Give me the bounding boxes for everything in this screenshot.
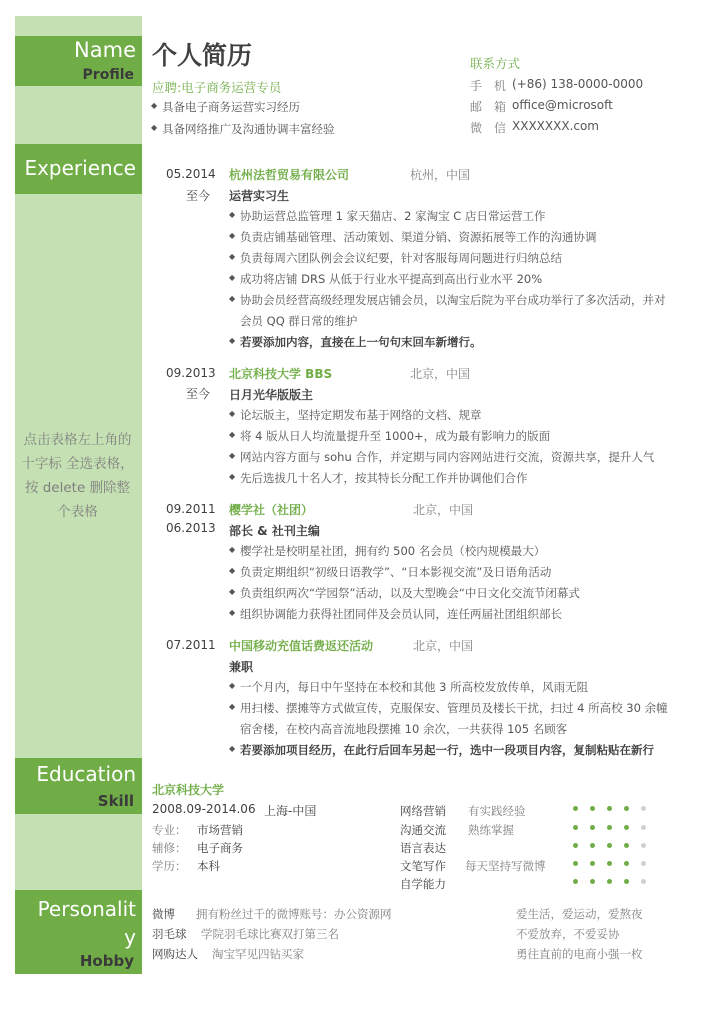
skill-level-dot — [641, 825, 646, 830]
hobby-2-trait: 不爱放弃，不爱妥协 — [516, 927, 620, 941]
exp4-bullet-1: ◆ 一个月内，每日中午坚持在本校和其他 3 所高校发放传单，风雨无阻 — [240, 679, 588, 695]
exp3-org: 樱学社（社团） — [229, 503, 314, 517]
exp2-bullet-1: ◆ 论坛版主，坚持定期发布基于网络的文档、规章 — [240, 407, 482, 423]
skill-level-dot — [607, 825, 612, 830]
exp2-org: 北京科技大学 BBS — [229, 367, 333, 381]
skill-level-dot — [641, 879, 646, 884]
skill-5-level — [573, 879, 646, 884]
exp2-bullet-4: ◆ 先后选拔几十名人才，按其特长分配工作并协调他们合作 — [240, 470, 528, 486]
exp3-bullet-4: ◆ 组织协调能力获得社团同伴及会员认同，连任两届社团组织部长 — [240, 606, 562, 622]
name-section-subtitle: Profile — [82, 67, 134, 83]
education-location: 上海-中国 — [264, 804, 317, 818]
experience-section-title: Experience — [24, 156, 136, 180]
contact-wechat-value[interactable]: XXXXXXX.com — [512, 119, 599, 133]
exp1-tip: ◆ 若要添加内容，直接在上一句句末回车新增行。 — [240, 334, 482, 350]
exp1-bullet-5: ◆ 协助会员经营高级经理发展店铺会员，以淘宝后院为平台成功举行了多次活动，并对 — [240, 292, 666, 308]
contact-email-value[interactable]: office@microsoft — [512, 98, 613, 112]
exp1-bullet-4: ◆ 成功将店铺 DRS 从低于行业水平提高到高出行业水平 20% — [240, 271, 542, 287]
name-section-title: Name — [74, 38, 136, 62]
objective: 应聘:电子商务运营专员 — [152, 80, 282, 95]
hobby-2-name: 羽毛球 — [152, 927, 187, 941]
skill-level-dot — [607, 806, 612, 811]
exp2-bullet-3: ◆ 网站内容方面与 sohu 合作，并定期与同内容网站进行交流，资源共享，提升人气 — [240, 449, 654, 465]
exp4-location: 北京，中国 — [413, 639, 474, 653]
skill-4-level — [573, 861, 646, 866]
exp2-bullet-2: ◆ 将 4 版从日人均流量提升至 1000+，成为最有影响力的版面 — [240, 428, 550, 444]
skill-level-dot — [624, 806, 629, 811]
contact-email-label: 邮 箱 — [470, 100, 507, 114]
skill-1-desc: 有实践经验 — [468, 804, 526, 818]
exp1-bullet-2: ◆ 负责店铺基础管理、活动策划、渠道分销、资源拓展等工作的沟通协调 — [240, 229, 597, 245]
hobby-1-trait: 爱生活，爱运动，爱熬夜 — [516, 907, 643, 921]
hobby-3-name: 网购达人 — [152, 947, 198, 961]
exp3-start: 09.2011 — [166, 502, 216, 516]
skill-2-name: 沟通交流 — [400, 823, 446, 837]
exp1-role: 运营实习生 — [229, 189, 290, 203]
skill-level-dot — [624, 879, 629, 884]
left-strip-education — [15, 814, 142, 890]
education-period: 2008.09-2014.06 — [152, 802, 256, 816]
skill-level-dot — [624, 861, 629, 866]
highlight-2: ◆ 具备网络推广及沟通协调丰富经验 — [162, 121, 335, 137]
left-strip-profile — [15, 86, 142, 144]
skill-5-name: 自学能力 — [400, 877, 446, 891]
exp4-start: 07.2011 — [166, 638, 216, 652]
skill-level-dot — [607, 879, 612, 884]
exp3-bullet-1: ◆ 樱学社是校明星社团，拥有约 500 名会员（校内规模最大） — [240, 543, 545, 559]
contact-phone-value[interactable]: (+86) 138-0000-0000 — [512, 77, 644, 91]
skill-level-dot — [641, 843, 646, 848]
education-header-block — [15, 758, 142, 814]
hobby-2-desc: 学院羽毛球比赛双打第三名 — [201, 927, 339, 941]
exp1-bullet-1: ◆ 协助运营总监管理 1 家天猫店、2 家淘宝 C 店日常运营工作 — [240, 208, 545, 224]
exp1-end: 至今 — [186, 189, 211, 203]
education-minor-label: 辅修： — [152, 841, 187, 855]
exp3-location: 北京，中国 — [413, 503, 474, 517]
highlight-1: ◆ 具备电子商务运营实习经历 — [162, 99, 300, 115]
skill-level-dot — [607, 843, 612, 848]
education-degree-label: 学历： — [152, 859, 187, 873]
name-header-block — [15, 36, 142, 86]
exp3-bullet-2: ◆ 负责定期组织“初级日语教学”、“日本影视交流”及日语角活动 — [240, 564, 551, 580]
skill-level-dot — [641, 806, 646, 811]
skill-1-level — [573, 806, 646, 811]
exp4-tip: ◆ 若要添加项目经历，在此行后回车另起一行，选中一段项目内容，复制粘贴在新行 — [240, 742, 654, 758]
exp3-role: 部长 & 社刊主编 — [229, 524, 320, 538]
exp1-start: 05.2014 — [166, 167, 216, 181]
skill-4-desc: 每天坚持写微博 — [465, 859, 546, 873]
left-strip-top — [15, 16, 142, 36]
exp2-end: 至今 — [186, 387, 211, 401]
personality-section-title: Personality — [37, 897, 136, 949]
skill-level-dot — [573, 843, 578, 848]
experience-note: 点击表格左上角的 十字标 全选表格，按 delete 删除整个表格 — [21, 432, 134, 520]
skill-2-level — [573, 825, 646, 830]
left-strip-experience — [15, 194, 142, 758]
hobby-1-name: 微博 — [152, 907, 175, 921]
personality-header-block — [15, 890, 142, 974]
skill-level-dot — [590, 825, 595, 830]
exp2-location: 北京，中国 — [410, 367, 471, 381]
skill-4-name: 文笔写作 — [400, 859, 446, 873]
exp4-role: 兼职 — [229, 660, 254, 674]
skill-level-dot — [573, 806, 578, 811]
skill-level-dot — [607, 861, 612, 866]
skill-level-dot — [590, 861, 595, 866]
hobby-1-desc: 拥有粉丝过千的微博账号：办公资源网 — [196, 907, 392, 921]
skill-level-dot — [641, 861, 646, 866]
exp3-bullet-3: ◆ 负责组织两次“学园祭”活动，以及大型晚会“中日文化交流节闭幕式 — [240, 585, 580, 601]
experience-header-block — [15, 144, 142, 194]
resume-title: 个人简历 — [152, 41, 253, 70]
skill-2-desc: 熟练掌握 — [468, 823, 514, 837]
education-major-label: 专业： — [152, 823, 187, 837]
education-section-title: Education — [36, 762, 136, 786]
skill-level-dot — [624, 843, 629, 848]
hobby-3-desc: 淘宝罕见四钻买家 — [212, 947, 304, 961]
skill-1-name: 网络营销 — [400, 804, 446, 818]
contact-phone-label: 手 机 — [470, 79, 507, 93]
education-minor-value: 电子商务 — [197, 841, 243, 855]
exp2-role: 日月光华版版主 — [229, 388, 314, 402]
exp1-org: 杭州法哲贸易有限公司 — [229, 168, 350, 182]
education-school: 北京科技大学 — [152, 783, 225, 797]
skill-level-dot — [573, 861, 578, 866]
exp3-end: 06.2013 — [166, 521, 216, 535]
exp4-bullet-2-cont: 宿舍楼，在校内高音流地段摆摊 10 余次，一共获得 105 名顾客 — [240, 722, 568, 736]
exp1-location: 杭州，中国 — [410, 168, 471, 182]
hobby-3-trait: 勇往直前的电商小强一枚 — [516, 947, 643, 961]
exp2-start: 09.2013 — [166, 366, 216, 380]
education-degree-value: 本科 — [197, 859, 220, 873]
exp1-bullet-3: ◆ 负责每周六团队例会会议纪要，针对客服每周问题进行归纳总结 — [240, 250, 562, 266]
exp4-org: 中国移动充值话费返还活动 — [229, 639, 374, 653]
exp4-bullet-2: ◆ 用扫楼、摆摊等方式做宣传，克服保安、管理员及楼长干扰，扫过 4 所高校 30 余幢 — [240, 700, 668, 716]
skill-3-name: 语言表达 — [400, 841, 446, 855]
education-major-value: 市场营销 — [197, 823, 243, 837]
contact-wechat-label: 微 信 — [470, 121, 507, 135]
personality-section-subtitle: Hobby — [79, 952, 134, 970]
skill-level-dot — [573, 879, 578, 884]
skill-3-level — [573, 843, 646, 848]
skill-level-dot — [590, 879, 595, 884]
exp1-bullet-5-cont: 会员 QQ 群日常的维护 — [240, 314, 358, 328]
contact-title: 联系方式 — [470, 56, 521, 71]
skill-level-dot — [590, 843, 595, 848]
skill-level-dot — [590, 806, 595, 811]
skill-level-dot — [573, 825, 578, 830]
education-section-subtitle: Skill — [97, 792, 134, 810]
skill-level-dot — [624, 825, 629, 830]
